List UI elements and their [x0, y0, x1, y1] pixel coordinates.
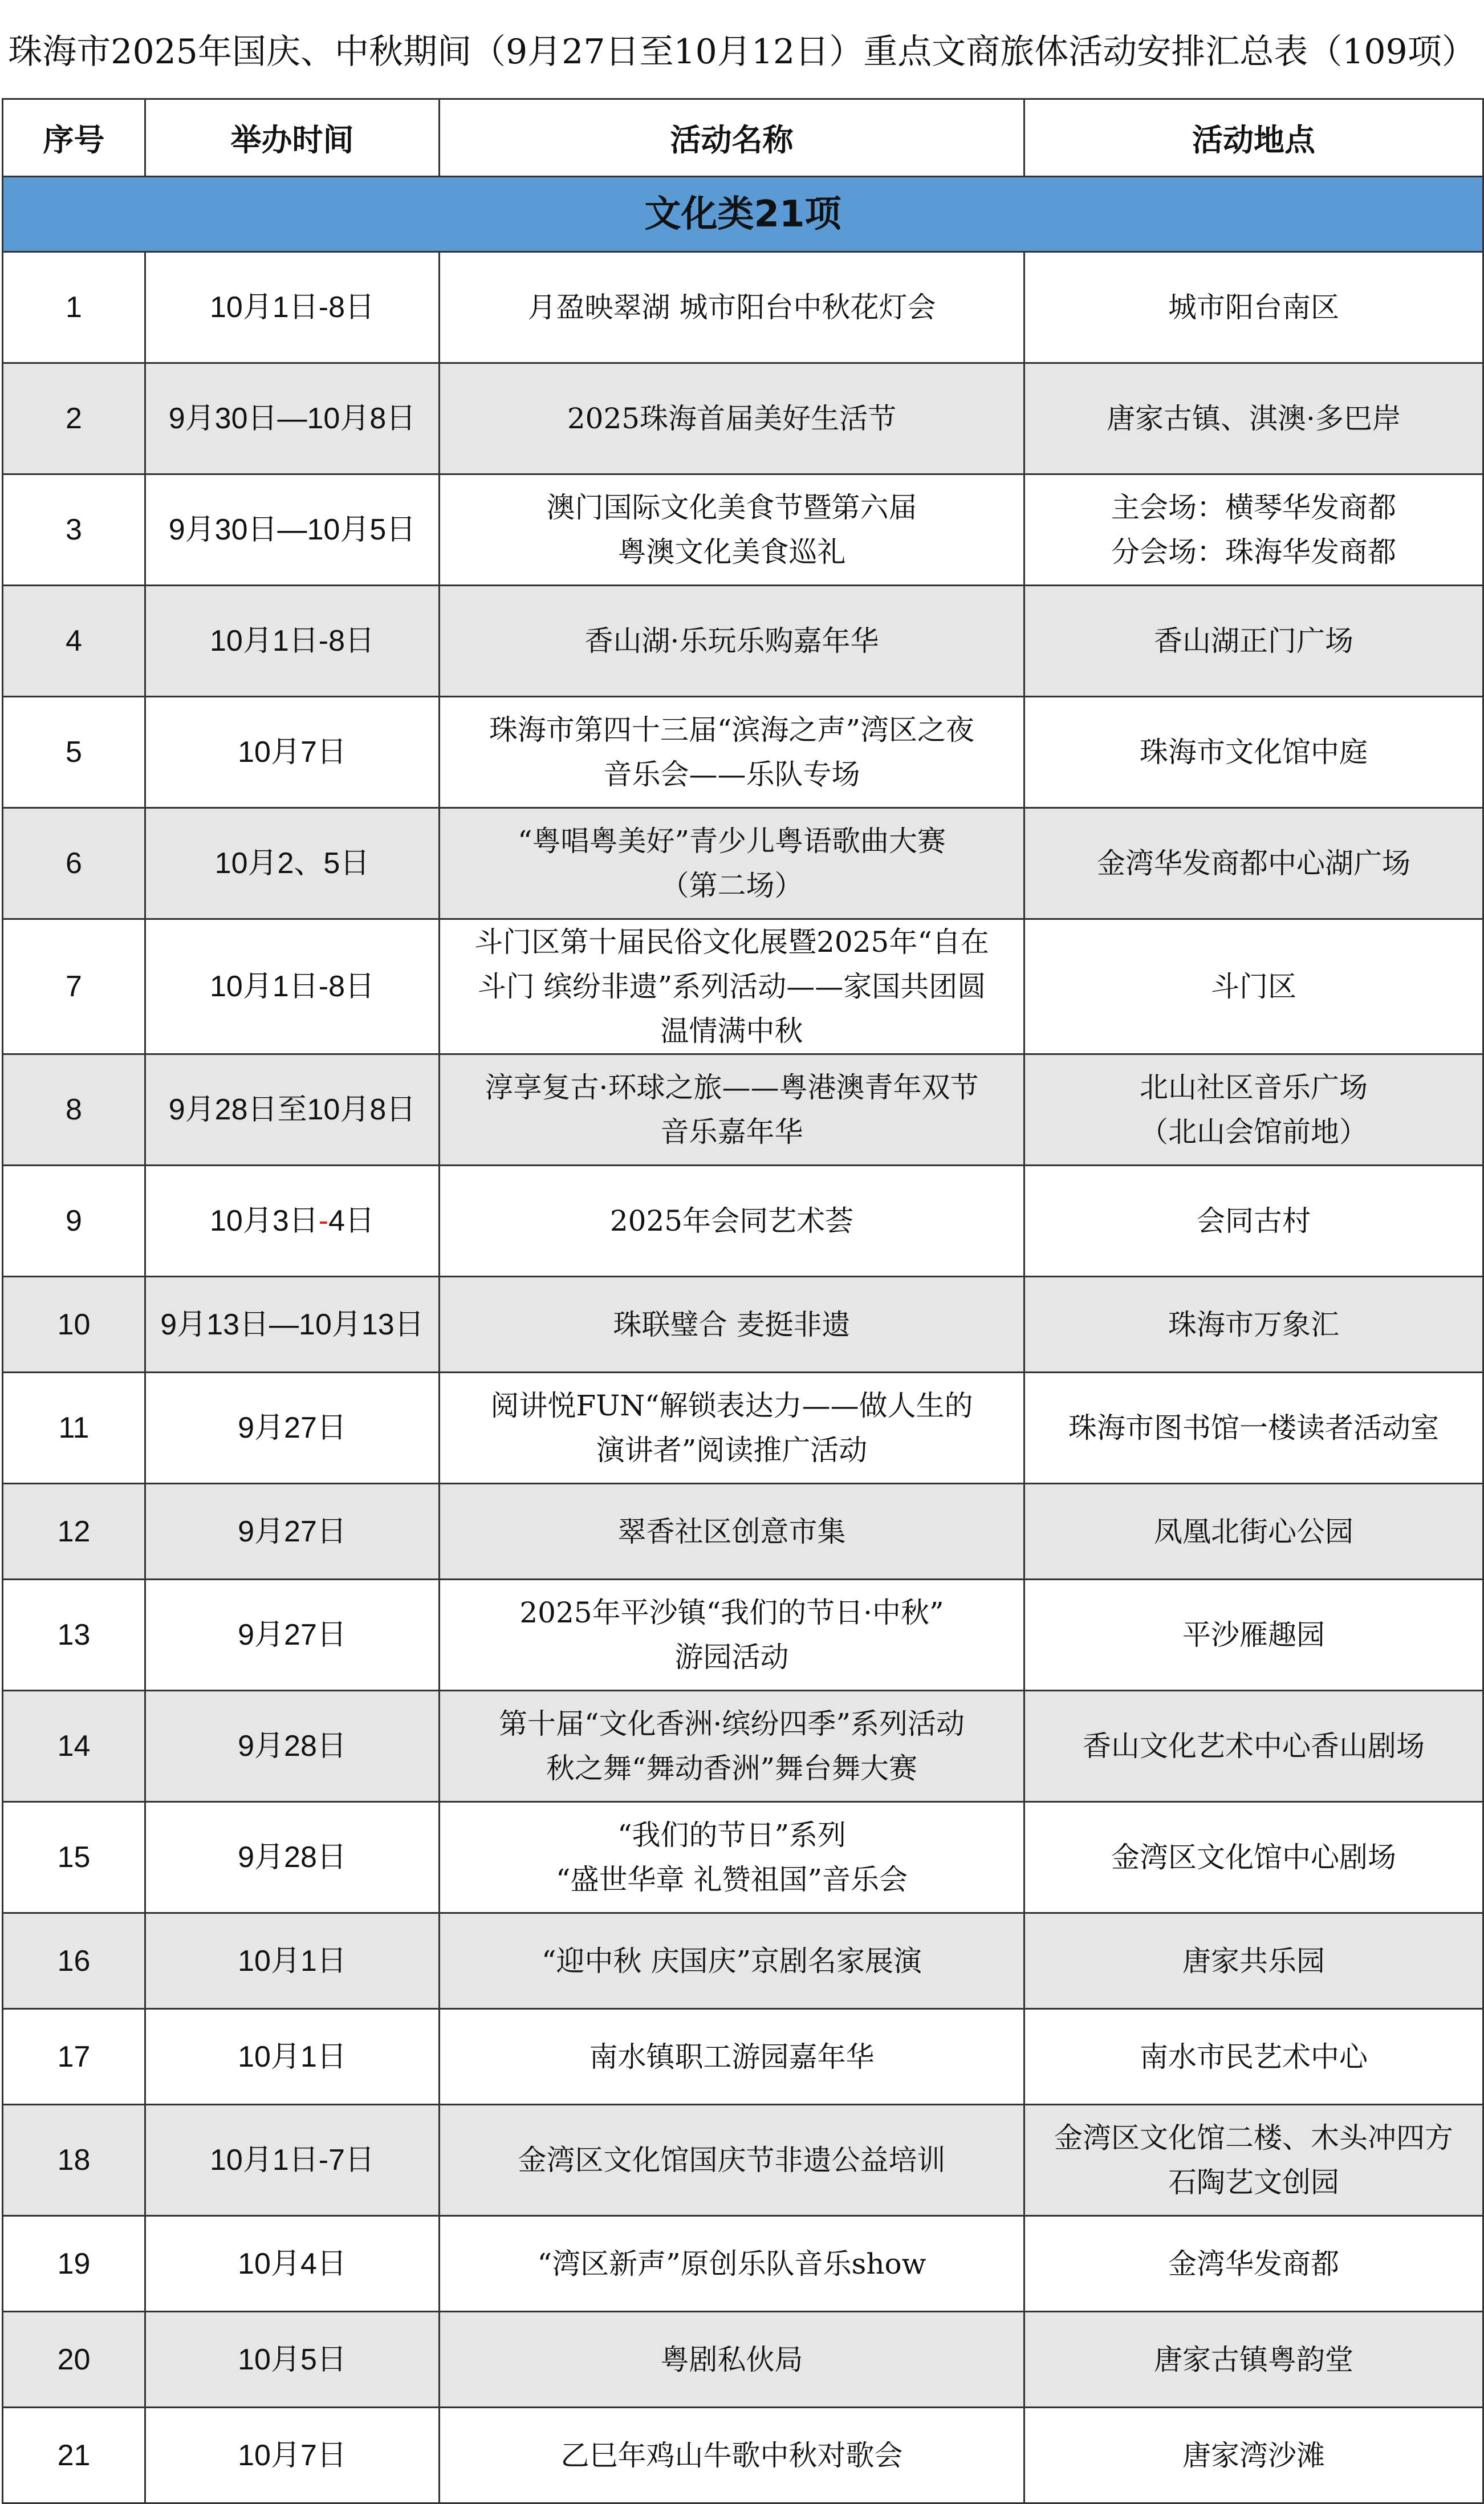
- row-num: 15: [3, 1802, 145, 1913]
- row-place: 唐家古镇粤韵堂: [1024, 2312, 1483, 2408]
- table-row: [3, 1691, 1483, 1802]
- row-num: 10: [3, 1277, 145, 1373]
- row-place: 主会场：横琴华发商都 分会场：珠海华发商都: [1024, 474, 1483, 586]
- row-time: 10月1日-7日: [145, 2105, 440, 2216]
- table-row: [3, 1580, 1483, 1691]
- table-row: [3, 1166, 1483, 1277]
- header-place: 活动地点: [1024, 99, 1483, 177]
- row-time: 9月27日: [145, 1484, 440, 1580]
- row-num: 9: [3, 1166, 145, 1277]
- row-time: 10月7日: [145, 697, 440, 808]
- table-row: [3, 474, 1483, 586]
- row-num: 18: [3, 2105, 145, 2216]
- row-time: 10月1日-8日: [145, 919, 440, 1054]
- table-row: [3, 1373, 1483, 1484]
- row-place: 凤凰北街心公园: [1024, 1484, 1483, 1580]
- time-dash: -: [318, 1204, 329, 1237]
- row-place: 斗门区: [1024, 919, 1483, 1054]
- row-num: 5: [3, 697, 145, 808]
- table-row: [3, 2312, 1483, 2408]
- row-place: 唐家共乐园: [1024, 1913, 1483, 2009]
- table-row: [3, 919, 1483, 1054]
- row-time: 10月1日: [145, 2009, 440, 2105]
- table-row: [3, 1802, 1483, 1913]
- row-place: 金湾华发商都: [1024, 2216, 1483, 2312]
- table-row: [3, 2216, 1483, 2312]
- table-row: [3, 1484, 1483, 1580]
- row-activity-name: 金湾区文化馆国庆节非遗公益培训: [440, 2105, 1024, 2216]
- row-time: 9月30日—10月8日: [145, 363, 440, 474]
- row-activity-name: 香山湖·乐玩乐购嘉年华: [440, 586, 1024, 697]
- row-place: 北山社区音乐广场 （北山会馆前地）: [1024, 1054, 1483, 1166]
- row-place: 唐家古镇、淇澳·多巴岸: [1024, 363, 1483, 474]
- row-activity-name: 翠香社区创意市集: [440, 1484, 1024, 1580]
- row-activity-name: “湾区新声”原创乐队音乐show: [440, 2216, 1024, 2312]
- row-activity-name: 南水镇职工游园嘉年华: [440, 2009, 1024, 2105]
- table-row: [3, 586, 1483, 697]
- row-place: 珠海市图书馆一楼读者活动室: [1024, 1373, 1483, 1484]
- header-num: 序号: [3, 99, 145, 177]
- row-activity-name: 粤剧私伙局: [440, 2312, 1024, 2408]
- row-activity-name: 2025年平沙镇“我们的节日·中秋” 游园活动: [440, 1580, 1024, 1691]
- header-name: 活动名称: [440, 99, 1024, 177]
- row-activity-name: 珠联璧合 麦挺非遗: [440, 1277, 1024, 1373]
- row-num: 12: [3, 1484, 145, 1580]
- row-activity-name: “我们的节日”系列 “盛世华章 礼赞祖国”音乐会: [440, 1802, 1024, 1913]
- row-activity-name: 月盈映翠湖 城市阳台中秋花灯会: [440, 252, 1024, 363]
- row-time: 10月1日-8日: [145, 252, 440, 363]
- row-activity-name: 2025年会同艺术荟: [440, 1166, 1024, 1277]
- table-header-row: [3, 99, 1483, 177]
- row-time: 10月1日: [145, 1913, 440, 2009]
- category-row: [3, 177, 1483, 252]
- time-end: 4日: [328, 1204, 375, 1237]
- row-activity-name: “粤唱粤美好”青少儿粤语歌曲大赛 （第二场）: [440, 808, 1024, 919]
- row-time: 9月28日: [145, 1691, 440, 1802]
- row-place: 香山文化艺术中心香山剧场: [1024, 1691, 1483, 1802]
- row-num: 20: [3, 2312, 145, 2408]
- table-row: [3, 1054, 1483, 1166]
- row-num: 8: [3, 1054, 145, 1166]
- row-activity-name: 斗门区第十届民俗文化展暨2025年“自在 斗门 缤纷非遗”系列活动——家国共团圆 温情满中秋: [440, 919, 1024, 1054]
- row-place: 会同古村: [1024, 1166, 1483, 1277]
- row-activity-name: 2025珠海首届美好生活节: [440, 363, 1024, 474]
- row-time: 10月5日: [145, 2312, 440, 2408]
- row-time: 10月4日: [145, 2216, 440, 2312]
- table-row: [3, 2408, 1483, 2503]
- row-num: 17: [3, 2009, 145, 2105]
- row-num: 11: [3, 1373, 145, 1484]
- row-time: 9月27日: [145, 1580, 440, 1691]
- row-num: 21: [3, 2408, 145, 2503]
- table-row: [3, 697, 1483, 808]
- row-num: 3: [3, 474, 145, 586]
- activity-table: [2, 98, 1484, 2504]
- row-activity-name: 阅讲悦FUN“解锁表达力——做人生的 演讲者”阅读推广活动: [440, 1373, 1024, 1484]
- row-time: 9月27日: [145, 1373, 440, 1484]
- row-place: 香山湖正门广场: [1024, 586, 1483, 697]
- row-activity-name: “迎中秋 庆国庆”京剧名家展演: [440, 1913, 1024, 2009]
- row-place: 南水市民艺术中心: [1024, 2009, 1483, 2105]
- row-activity-name: 淳享复古·环球之旅——粤港澳青年双节 音乐嘉年华: [440, 1054, 1024, 1166]
- row-place: 唐家湾沙滩: [1024, 2408, 1483, 2503]
- table-row: [3, 252, 1483, 363]
- header-time: 举办时间: [145, 99, 440, 177]
- row-activity-name: 澳门国际文化美食节暨第六届 粤澳文化美食巡礼: [440, 474, 1024, 586]
- table-row: [3, 363, 1483, 474]
- row-time: 10月1日-8日: [145, 586, 440, 697]
- row-num: 4: [3, 586, 145, 697]
- row-num: 13: [3, 1580, 145, 1691]
- row-place: 城市阳台南区: [1024, 252, 1483, 363]
- row-time: 10月2、5日: [145, 808, 440, 919]
- row-activity-name: 乙巳年鸡山牛歌中秋对歌会: [440, 2408, 1024, 2503]
- table-row: [3, 1277, 1483, 1373]
- row-time: 9月13日—10月13日: [145, 1277, 440, 1373]
- row-place: 珠海市万象汇: [1024, 1277, 1483, 1373]
- row-num: 19: [3, 2216, 145, 2312]
- table-row: [3, 2009, 1483, 2105]
- row-num: 14: [3, 1691, 145, 1802]
- row-place: 金湾华发商都中心湖广场: [1024, 808, 1483, 919]
- table-row: [3, 2105, 1483, 2216]
- table-row: [3, 1913, 1483, 2009]
- time-start: 10月3日: [209, 1204, 319, 1237]
- row-time: 9月28日至10月8日: [145, 1054, 440, 1166]
- row-num: 1: [3, 252, 145, 363]
- row-num: 2: [3, 363, 145, 474]
- row-num: 16: [3, 1913, 145, 2009]
- row-place: 珠海市文化馆中庭: [1024, 697, 1483, 808]
- table-row: [3, 808, 1483, 919]
- row-place: 平沙雁趣园: [1024, 1580, 1483, 1691]
- row-place: 金湾区文化馆二楼、木头冲四方 石陶艺文创园: [1024, 2105, 1483, 2216]
- row-time: 10月7日: [145, 2408, 440, 2503]
- row-activity-name: 珠海市第四十三届“滨海之声”湾区之夜 音乐会——乐队专场: [440, 697, 1024, 808]
- row-place: 金湾区文化馆中心剧场: [1024, 1802, 1483, 1913]
- row-num: 7: [3, 919, 145, 1054]
- row-activity-name: 第十届“文化香洲·缤纷四季”系列活动 秋之舞“舞动香洲”舞台舞大赛: [440, 1691, 1024, 1802]
- row-time: 9月28日: [145, 1802, 440, 1913]
- row-time: 9月30日—10月5日: [145, 474, 440, 586]
- row-num: 6: [3, 808, 145, 919]
- page-title: 珠海市2025年国庆、中秋期间（9月27日至10月12日）重点文商旅体活动安排汇总表（109项）: [8, 32, 1476, 72]
- category-label: 文化类21项: [3, 177, 1483, 252]
- row-time: [145, 1166, 440, 1277]
